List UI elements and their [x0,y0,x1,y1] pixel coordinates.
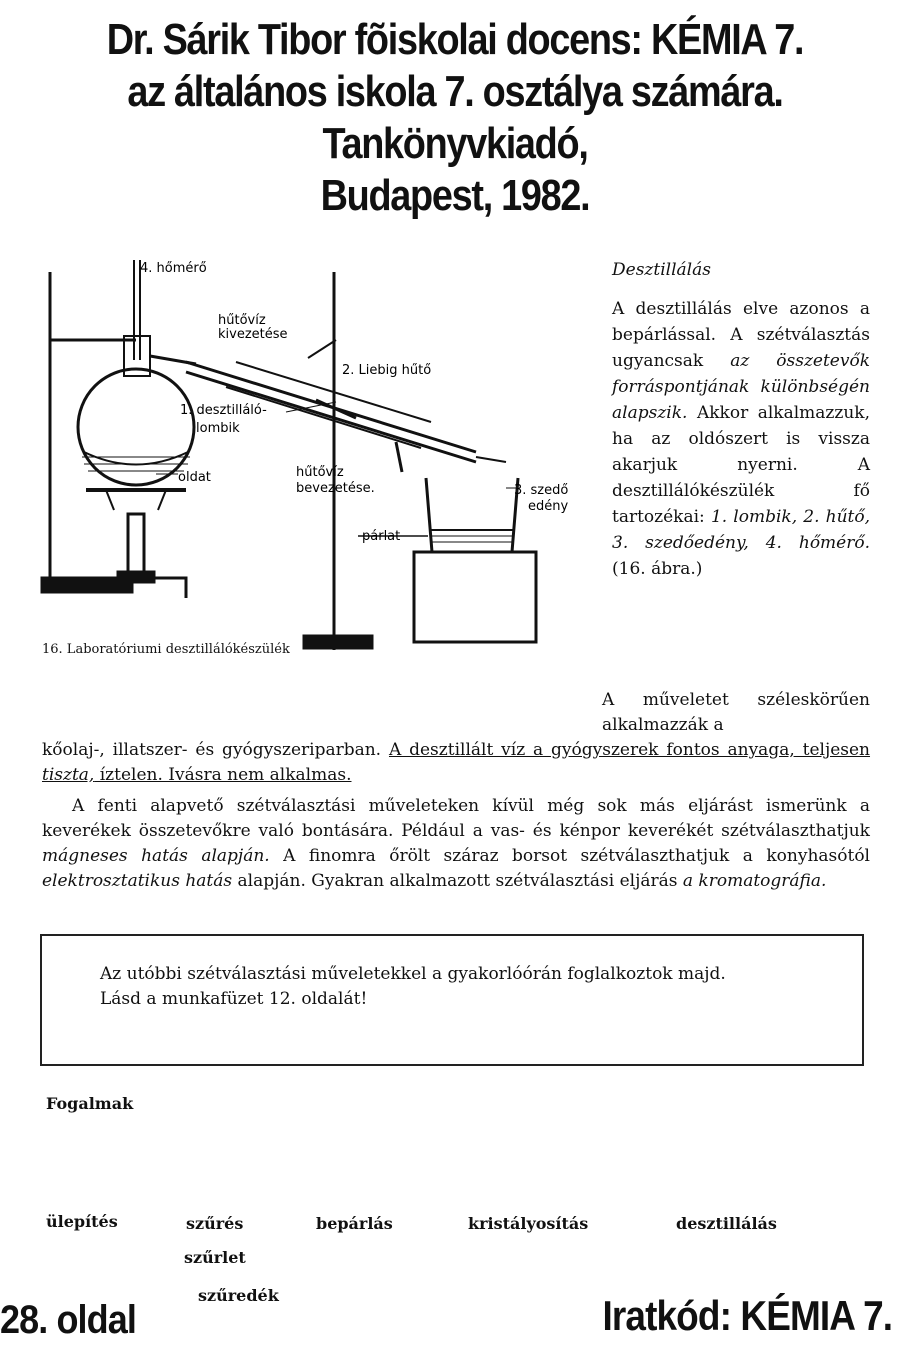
distillation-apparatus-drawing [36,252,606,672]
main-paragraph-2 [42,794,870,894]
concept-sedimentation: ülepítés [46,1212,118,1231]
main-paragraphs [42,688,870,894]
distilling-flask [78,369,194,485]
side-paragraph [612,296,870,582]
concept-residue: szűredék [198,1286,279,1305]
page-number: 28. oldal [0,1298,136,1342]
label-water-in-1: hűtővíz [296,465,344,480]
concept-filtrate: szűrlet [184,1248,246,1267]
header-line-2: az általános iskola 7. osztálya számára. [127,67,783,116]
label-condenser: 2. Liebig hűtő [342,363,432,378]
concepts-title: Fogalmak [46,1094,134,1113]
main-line-1: A műveletet széleskörűen alkalmazzák a [602,690,870,735]
label-receiver-1: 3. szedő [514,483,569,498]
side-text-1: A desztillálás elve azonos a bepárlással. A szétválasztás ugyancsak [612,299,870,371]
main-paragraph-1 [42,738,870,788]
label-water-in-2: bevezetése. [296,481,375,496]
label-flask-1: 1. desztilláló- [180,403,267,418]
main-p2b-italic: elektrosztatikus hatás [42,871,233,891]
note-box [40,934,864,1066]
main-p2b: A finomra őrölt száraz borsot szétválaszthatjuk a konyhasótól [269,846,870,866]
concept-evaporation: bepárlás [316,1214,393,1233]
side-text-2: Akkor alkalmazzuk, ha az oldószert is vissza akarjuk nyerni. A desztillálókészülék fő tartozékai: [612,403,870,527]
section-heading-distillation: Desztillálás [612,260,711,280]
note-line-1: Az utóbbi szétválasztási műveletekkel a gyakorlóórán foglalkoztok majd. [100,964,726,984]
label-receiver-2: edény [528,499,569,514]
note-line-2: Lásd a munkafüzet 12. oldalát! [100,989,368,1009]
header-line-3: Tankönyvkiadó, [322,119,588,168]
label-distillate: párlat [362,529,401,544]
main-text-c: íztelen. Ivásra nem alkalmas. [94,765,352,785]
page-header [64,14,847,222]
concept-filtration: szűrés [186,1214,244,1233]
concept-distillation: desztillálás [676,1214,777,1233]
label-solution: oldat [178,470,211,485]
main-p2a-italic: mágneses hatás alapján. [42,846,270,866]
header-line-4: Budapest, 1982. [320,171,590,220]
main-p2c-italic: a kromatográfia. [682,871,827,891]
figure-caption: 16. Laboratóriumi desztillálókészülék [42,642,290,657]
stand-base-middle [304,636,372,648]
document-code: Iratkód: KÉMIA 7. [602,1292,892,1339]
label-flask-2: lombik [196,421,240,436]
distillation-apparatus-figure [36,252,606,672]
concept-crystallization: kristályosítás [468,1214,589,1233]
label-thermometer: 4. hőmérő [140,261,207,276]
main-p2c: alapján. Gyakran alkalmazott szétválasztási eljárás [232,871,683,891]
main-text-b: A desztillált víz a gyógyszerek fontos anyaga, teljesen [388,740,871,760]
side-text-3: (16. ábra.) [612,559,703,579]
label-water-out-2: kivezetése [218,327,288,342]
receiving-vessel [414,478,536,642]
header-line-1: Dr. Sárik Tibor fõiskolai docens: KÉMIA 7. [106,15,804,64]
label-water-out-1: hűtővíz [218,313,266,328]
main-text-a: kőolaj-, illatszer- és gyógyszeriparban. [42,740,389,760]
main-p2a: A fenti alapvető szétválasztási műveleteken kívül még sok más eljárást ismerünk a keverékek összetevőkre való bontására. Például a vas- és kénpor keverékét szétválaszthatjuk [42,796,870,841]
main-text-b-italic: tiszta, [42,765,95,785]
side-text-1-italic: az összetevők forráspontjának különbségén alapszik. [612,351,870,423]
burner [128,514,144,576]
side-text-2-italic: 1. lombik, 2. hűtő, 3. szedőedény, 4. hőmérő. [612,507,870,553]
